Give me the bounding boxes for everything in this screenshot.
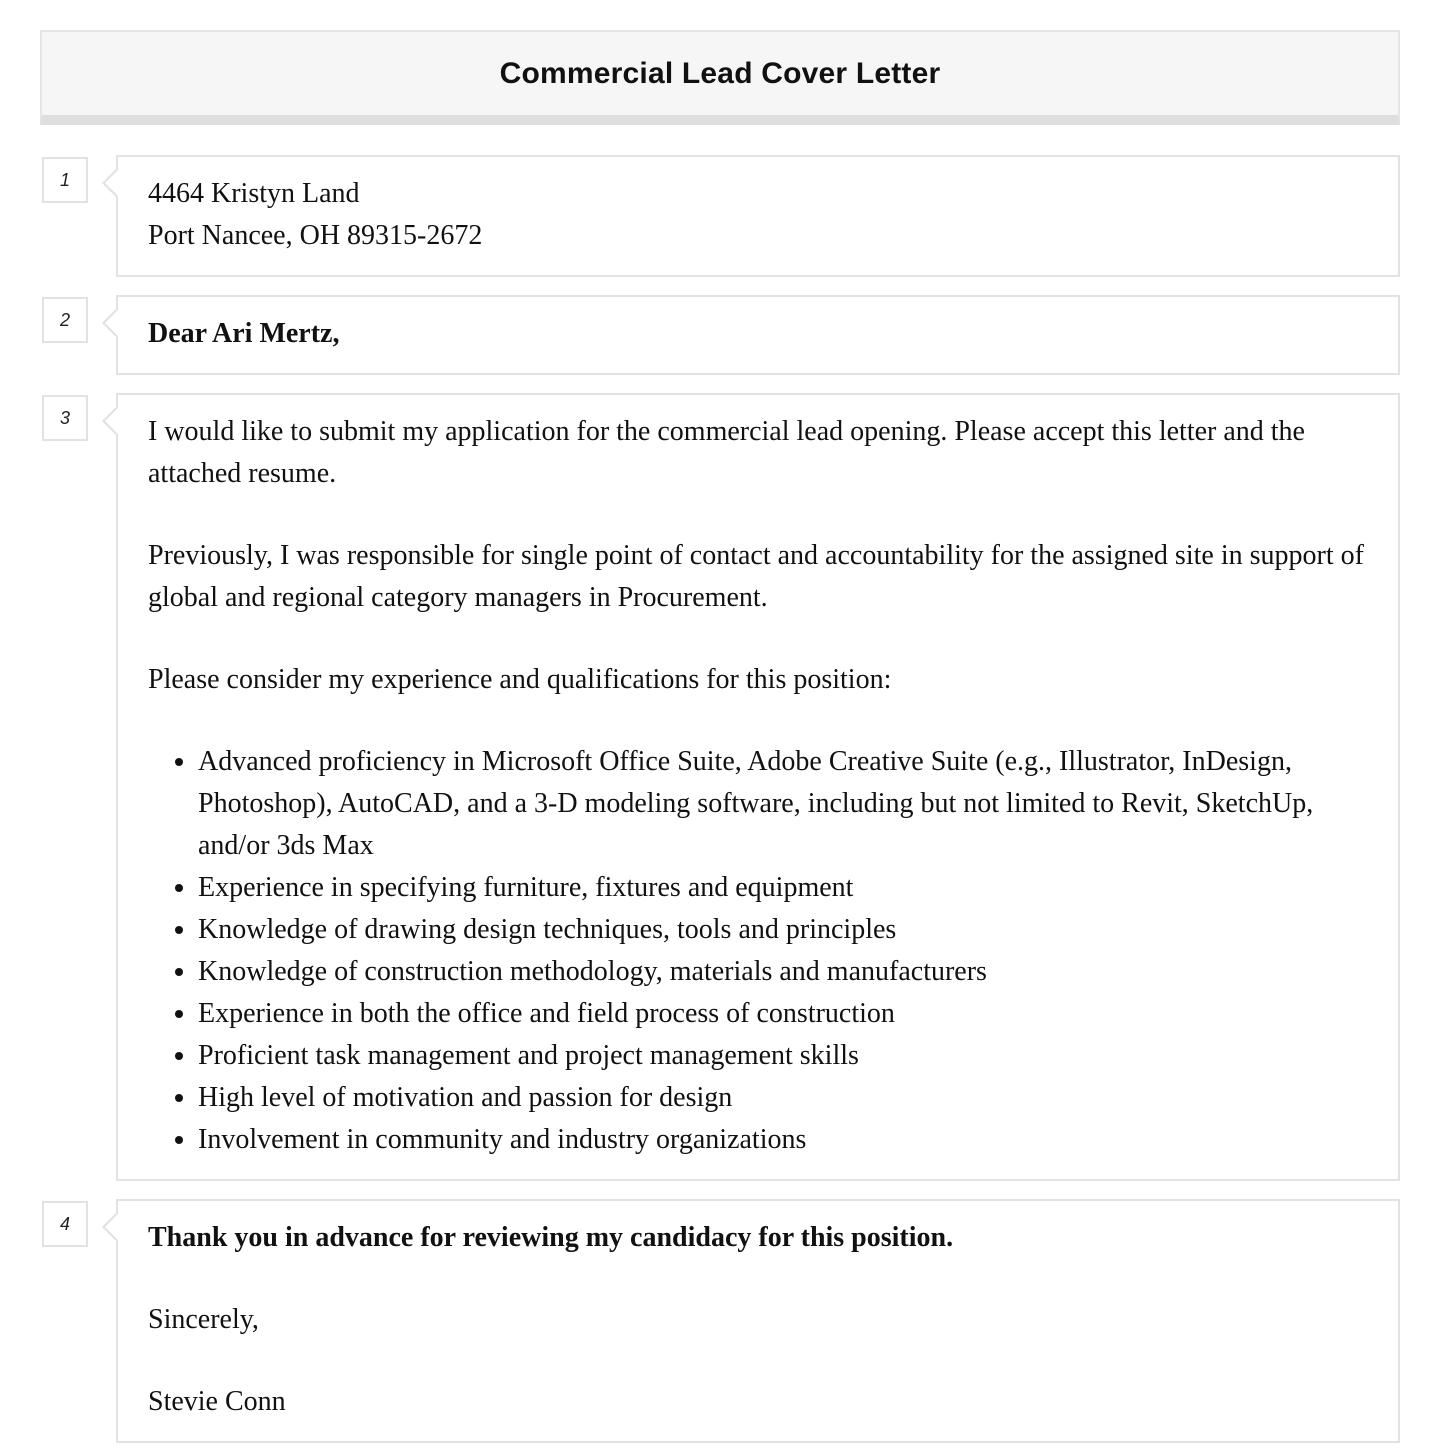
list-item: • Involvement in community and industry organizations — [198, 1119, 1368, 1161]
address-line-1: 4464 Kristyn Land — [148, 178, 360, 209]
list-item: • Advanced proficiency in Microsoft Office Suite, Adobe Creative Suite (e.g., Illustrator, InDesign, Photoshop), AutoCAD, and a 3-D modeling software, including but not limited to Revit, SketchUp, and/or 3ds Max — [198, 741, 1368, 867]
address-line-2: Port Nancee, OH 89315-2672 — [148, 220, 483, 251]
section-content — [116, 295, 1400, 375]
qualifications-list — [148, 741, 1368, 1161]
section-address — [40, 155, 1400, 277]
list-item: • Experience in specifying furniture, fixtures and equipment — [198, 867, 1368, 909]
title-bar — [40, 30, 1400, 125]
section-content — [116, 1199, 1400, 1443]
list-item: • Knowledge of drawing design techniques, tools and principles — [198, 909, 1368, 951]
section-number: 1 — [42, 157, 88, 203]
thank-you-line: Thank you in advance for reviewing my candidacy for this position. — [148, 1222, 954, 1253]
list-item: • Proficient task management and project management skills — [198, 1035, 1368, 1077]
section-number: 2 — [42, 297, 88, 343]
page-title: Commercial Lead Cover Letter — [499, 56, 941, 90]
list-item: • High level of motivation and passion for design — [198, 1077, 1368, 1119]
section-greeting — [40, 295, 1400, 375]
cover-letter-page — [40, 30, 1400, 1443]
list-item: • Knowledge of construction methodology, materials and manufacturers — [198, 951, 1368, 993]
section-number: 3 — [42, 395, 88, 441]
section-content — [116, 393, 1400, 1181]
consider-paragraph: Please consider my experience and qualifications for this position: — [148, 664, 892, 695]
closing-salutation: Sincerely, — [148, 1304, 259, 1335]
signature-name: Stevie Conn — [148, 1386, 286, 1417]
greeting: Dear Ari Mertz, — [148, 318, 340, 349]
list-item: • Experience in both the office and field process of construction — [198, 993, 1368, 1035]
section-content — [116, 155, 1400, 277]
section-body — [40, 393, 1400, 1181]
previous-experience-paragraph: Previously, I was responsible for single point of contact and accountability for the assigned site in support of global and regional category managers in Procurement. — [148, 540, 1364, 613]
section-number: 4 — [42, 1201, 88, 1247]
intro-paragraph: I would like to submit my application for the commercial lead opening. Please accept this letter and the attached resume. — [148, 416, 1305, 489]
section-closing — [40, 1199, 1400, 1443]
